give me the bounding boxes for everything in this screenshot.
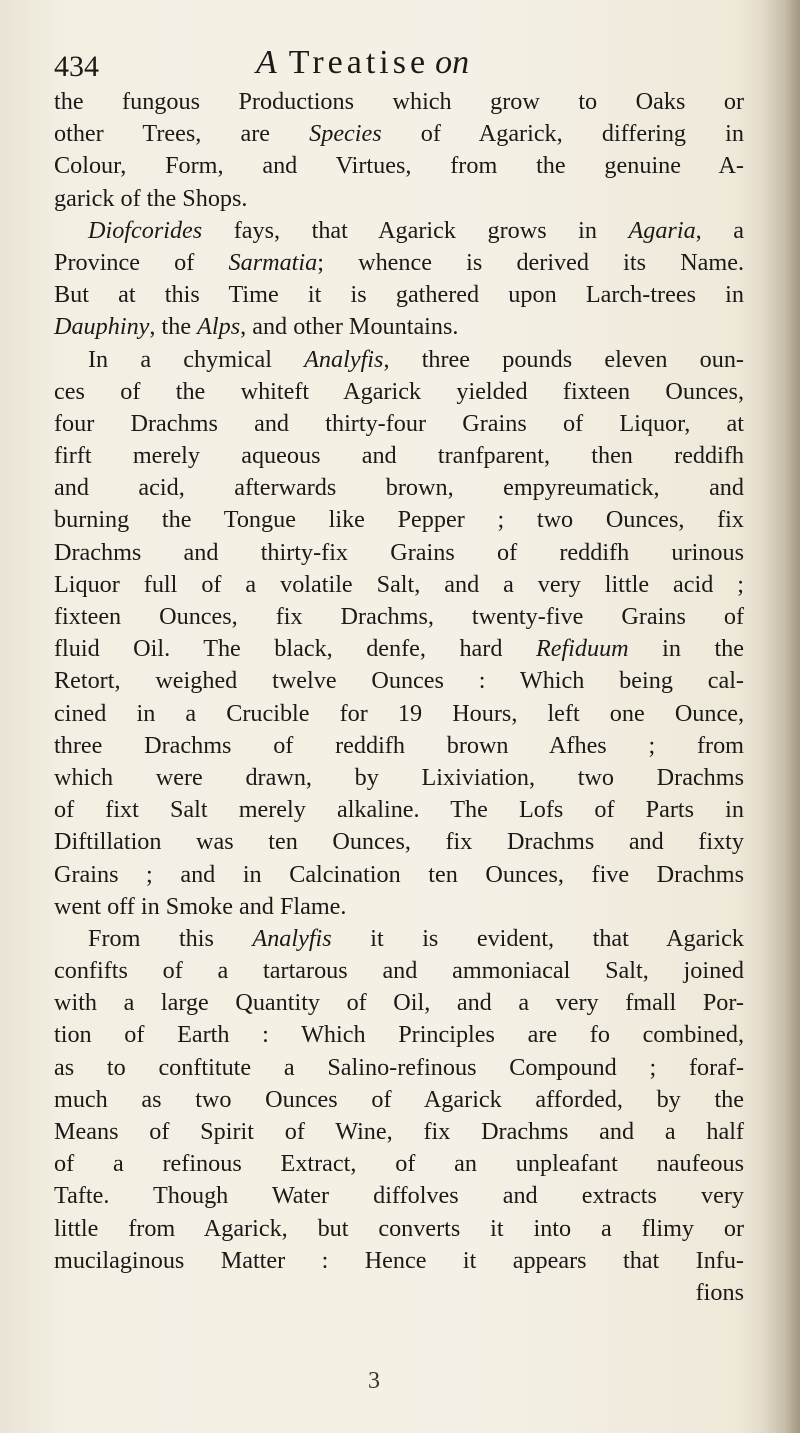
text-run: the fungous Productions which grow to Oaks or: [54, 88, 744, 115]
text-line: [54, 279, 744, 311]
text-run: ces of the whiteft Agarick yielded fixteen Ounces,: [54, 377, 744, 405]
running-title-main: Treatise: [288, 44, 430, 81]
text-run: with a large Quantity of Oil, and a very fmall Por-: [54, 989, 744, 1017]
italic-run: Diofcorides: [88, 216, 203, 244]
running-title-a: A: [256, 44, 277, 81]
running-title-on: on: [435, 44, 470, 81]
text-line: [54, 440, 744, 472]
text-run: Colour, Form, and Virtues, from the genuine A-: [54, 152, 744, 180]
text-run: which were drawn, by Lixiviation, two Drachms: [54, 763, 744, 791]
text-line: [54, 826, 744, 858]
text-line: [54, 215, 744, 247]
italic-run: Alps: [197, 313, 241, 341]
text-line: [54, 537, 744, 569]
italic-run: Refiduum: [535, 635, 629, 663]
text-line: [54, 859, 744, 891]
italic-run: Species: [309, 120, 382, 148]
text-run: , the: [149, 313, 198, 341]
text-line: [54, 183, 744, 215]
text-run: , and other Mountains.: [240, 313, 459, 341]
page-header: [54, 40, 744, 90]
text-run: tion of Earth : Which Principles are fo combined,: [54, 1021, 744, 1049]
text-line: [54, 923, 744, 955]
text-line: [54, 1084, 744, 1116]
text-run: Tafte. Though Water diffolves and extracts very: [54, 1182, 744, 1210]
text-run: little from Agarick, but converts it into a flimy or: [54, 1214, 744, 1242]
text-line: [54, 408, 744, 440]
text-run: fays, that Agarick grows in: [202, 216, 629, 244]
text-line: [54, 730, 744, 762]
text-line: [54, 472, 744, 504]
text-run: much as two Ounces of Agarick afforded, by the: [54, 1085, 744, 1113]
text-line: [54, 1052, 744, 1084]
text-line: [54, 504, 744, 536]
text-line: [54, 376, 744, 408]
text-run: ; whence is derived its Name.: [317, 248, 744, 276]
text-line: [54, 698, 744, 730]
text-run: other Trees, are: [54, 120, 310, 148]
text-run: fixteen Ounces, fix Drachms, twenty-five Grains of: [54, 603, 744, 630]
text-run: Retort, weighed twelve Ounces : Which being cal-: [54, 667, 744, 695]
text-run: From this: [88, 924, 253, 952]
text-run: as to conftitute a Salino-refinous Compound ; foraf-: [54, 1053, 744, 1081]
text-line: [54, 891, 744, 923]
text-run: firft merely aqueous and tranfparent, then reddifh: [54, 442, 744, 470]
text-line: [54, 86, 744, 118]
text-run: and acid, afterwards brown, empyreumatick, and: [54, 474, 744, 502]
text-run: fluid Oil. The black, denfe, hard: [54, 635, 536, 663]
text-run: Means of Spirit of Wine, fix Drachms and a half: [54, 1118, 744, 1145]
page-number: 434: [54, 50, 99, 83]
text-line: [54, 665, 744, 697]
italic-run: Agaria: [628, 216, 696, 244]
page-edge-shadow: [762, 0, 800, 1433]
text-line: [54, 762, 744, 794]
italic-run: Analyfis: [252, 924, 332, 952]
text-run: went off in Smoke and Flame.: [54, 892, 347, 920]
text-run: Province of: [54, 248, 229, 276]
text-run: Drachms and thirty-fix Grains of reddifh urinous: [54, 538, 744, 566]
text-run: Grains ; and in Calcination ten Ounces, five Drachms: [54, 860, 744, 888]
text-line: [54, 118, 744, 150]
text-line: [54, 1245, 744, 1277]
text-line: [54, 633, 744, 665]
text-run: cined in a Crucible for 19 Hours, left one Ounce,: [54, 699, 744, 727]
text-run: garick of the Shops.: [54, 184, 248, 212]
signature-mark: 3: [368, 1368, 380, 1394]
text-line: [54, 794, 744, 826]
text-run: of Agarick, differing in: [381, 120, 744, 148]
italic-run: Analyfis: [304, 345, 384, 373]
text-line: [54, 311, 744, 343]
text-line: [54, 1180, 744, 1212]
text-line: [54, 987, 744, 1019]
text-line: [54, 1277, 744, 1309]
italic-run: Dauphiny: [54, 313, 150, 341]
text-line: [54, 1148, 744, 1180]
text-run: , a: [695, 216, 744, 244]
text-run: of fixt Salt merely alkaline. The Lofs of Parts in: [54, 796, 744, 824]
text-run: , three pounds eleven oun-: [383, 345, 744, 373]
running-title: [256, 44, 469, 82]
text-run: fions: [695, 1278, 744, 1306]
text-run: of a refinous Extract, of an unpleafant naufeous: [54, 1150, 744, 1178]
text-run: Diftillation was ten Ounces, fix Drachms and fixty: [54, 828, 744, 856]
text-run: four Drachms and thirty-four Grains of Liquor, at: [54, 409, 744, 437]
italic-run: Sarmatia: [228, 248, 318, 276]
text-line: [54, 1116, 744, 1148]
text-run: in the: [628, 635, 744, 663]
text-run: In a chymical: [88, 345, 305, 373]
text-run: three Drachms of reddifh brown Afhes ; from: [54, 731, 744, 759]
text-line: [54, 247, 744, 279]
body-text: [54, 86, 744, 1309]
text-line: [54, 601, 744, 633]
text-line: [54, 344, 744, 376]
text-run: Liquor full of a volatile Salt, and a very little acid ;: [54, 570, 744, 598]
text-line: [54, 1213, 744, 1245]
text-line: [54, 955, 744, 987]
text-line: [54, 150, 744, 182]
text-run: it is evident, that Agarick: [331, 924, 744, 952]
text-run: mucilaginous Matter : Hence it appears that Infu-: [54, 1246, 744, 1274]
text-run: But at this Time it is gathered upon Larch-trees in: [54, 281, 744, 309]
text-run: confifts of a tartarous and ammoniacal Salt, joined: [54, 957, 744, 985]
text-line: [54, 569, 744, 601]
text-line: [54, 1019, 744, 1051]
text-run: burning the Tongue like Pepper ; two Ounces, fix: [54, 506, 744, 534]
